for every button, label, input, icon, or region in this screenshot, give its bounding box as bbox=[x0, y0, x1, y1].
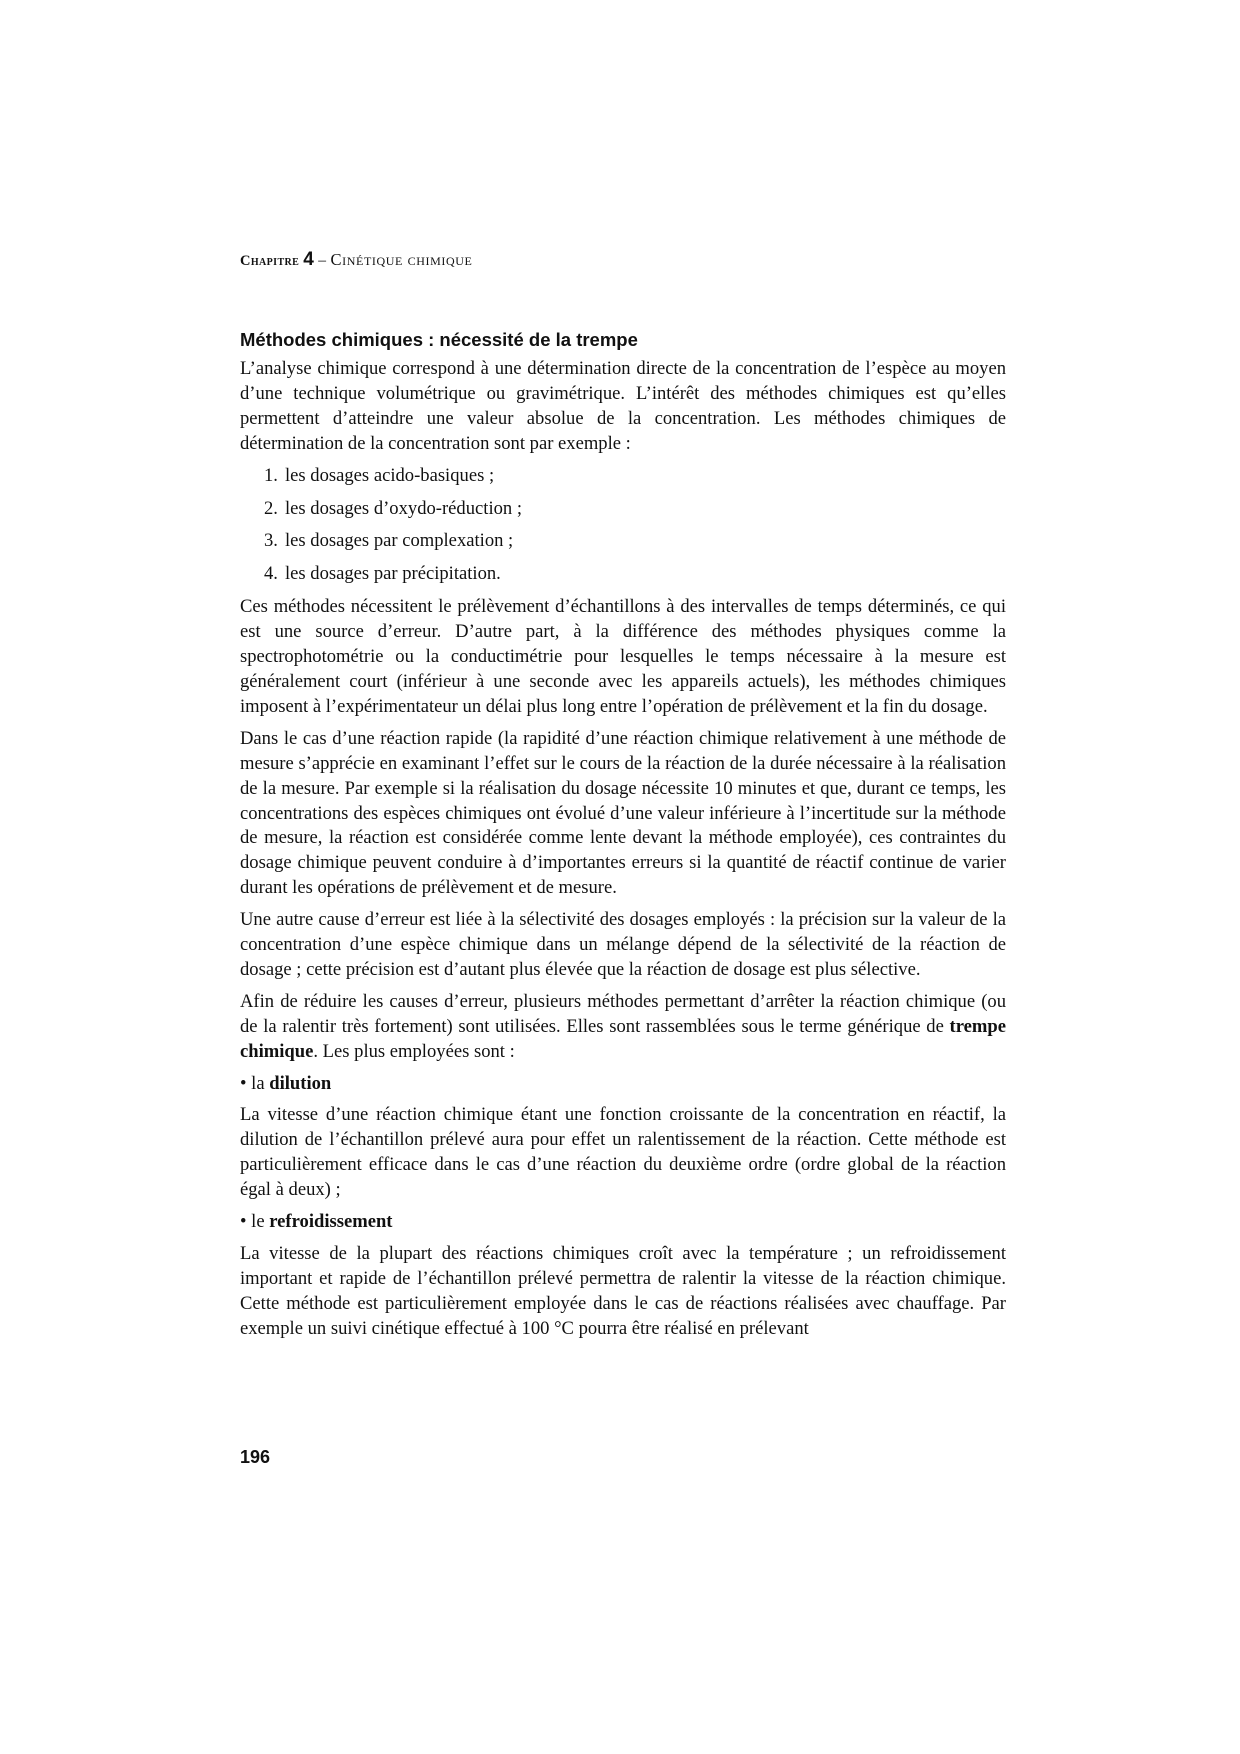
list-item-text: les dosages par complexation ; bbox=[285, 530, 514, 552]
bullet-article: la bbox=[251, 1072, 265, 1094]
bullet-dilution bbox=[240, 1072, 1006, 1097]
list-item-number: 1. bbox=[264, 464, 278, 486]
trempe-text-before: Afin de réduire les causes d’erreur, plusieurs méthodes permettant d’arrêter la réaction chimique (ou de la ralentir très fortement) sont utilisées. Elles sont rassemblées sous le terme générique de bbox=[240, 990, 1006, 1037]
paragraph-intro: L’analyse chimique correspond à une détermination directe de la concentration de l’espèce au moyen d’une technique volumétrique ou gravimétrique. L’intérêt des méthodes chimiques est qu’elles permettent d’atteindre une valeur absolue de la concentration. Les méthodes chimiques de détermination de la concentration sont par exemple : bbox=[240, 358, 1006, 454]
paragraph-sampling-error: Ces méthodes nécessitent le prélèvement d’échantillons à des intervalles de temps déterminés, ce qui est une source d’erreur. D’autre part, à la différence des méthodes physiques comme la spectrophotométrie ou la conductimétrie pour lesquelles le temps nécessaire à la mesure est généralement court (inférieur à une seconde avec les appareils actuels), les méthodes chimiques imposent à l’expérimentateur un délai plus long entre l’opération de prélèvement et la fin du dosage. bbox=[240, 596, 1006, 717]
list-item bbox=[240, 562, 1006, 587]
list-item bbox=[240, 464, 1006, 489]
paragraph-selectivity: Une autre cause d’erreur est liée à la sélectivité des dosages employés : la précision sur la valeur de la concentration d’une espèce chimique dans un mélange dépend de la sélectivité de la réaction de dosage ; cette précision est d’autant plus élevée que la réaction de dosage est plus sélective. bbox=[240, 909, 1006, 980]
paragraph-refroidissement: La vitesse de la plupart des réactions chimiques croît avec la température ; un refroidissement important et rapide de l’échantillon prélevé permettra de ralentir la vitesse de la réaction chimique. Cette méthode est particulièrement employée dans le cas de réactions réalisées avec chauffage. Par exemple un suivi cinétique effectué à 100 °C pourra être réalisé en prélevant bbox=[240, 1243, 1006, 1339]
page-content bbox=[240, 328, 1006, 1349]
paragraph-fast-reaction: Dans le cas d’une réaction rapide (la rapidité d’une réaction chimique relativement à une méthode de mesure s’apprécie en examinant l’effet sur le cours de la réaction de la durée nécessaire à la réalisation de la mesure. Par exemple si la réalisation du dosage nécessite 10 minutes et que, durant ce temps, les concentrations des espèces chimiques ont évolué d’une valeur inférieure à l’incertitude sur la méthode de mesure, la réaction est considérée comme lente devant la méthode employée), ces contraintes du dosage chimique peuvent conduire à d’importantes erreurs si la quantité de réactif continue de varier durant les opérations de prélèvement et de mesure. bbox=[240, 727, 1006, 899]
list-item-number: 4. bbox=[264, 563, 278, 585]
list-item bbox=[240, 497, 1006, 522]
bullet-refroidissement bbox=[240, 1210, 1006, 1235]
trempe-text-after: . Les plus employées sont : bbox=[313, 1040, 515, 1062]
paragraph-trempe bbox=[240, 990, 1006, 1065]
chapter-title: Cinétique chimique bbox=[330, 250, 473, 269]
bullet-article: le bbox=[251, 1211, 265, 1233]
chapter-number: 4 bbox=[303, 249, 315, 270]
methods-list bbox=[240, 464, 1006, 588]
list-item-number: 2. bbox=[264, 497, 278, 519]
section-title: Méthodes chimiques : nécessité de la trempe bbox=[240, 329, 638, 350]
bullet-marker: • bbox=[240, 1211, 247, 1233]
list-item-text: les dosages d’oxydo-réduction ; bbox=[285, 497, 523, 519]
chapter-label: Chapitre bbox=[240, 253, 300, 269]
bullet-term: dilution bbox=[269, 1072, 332, 1094]
chapter-separator: – bbox=[318, 252, 327, 269]
list-item-text: les dosages par précipitation. bbox=[285, 563, 501, 585]
bullet-marker: • bbox=[240, 1072, 247, 1094]
list-item-text: les dosages acido-basiques ; bbox=[285, 464, 495, 486]
running-head bbox=[240, 249, 472, 271]
list-item-number: 3. bbox=[264, 530, 278, 552]
paragraph-dilution: La vitesse d’une réaction chimique étant une fonction croissante de la concentration en réactif, la dilution de l’échantillon prélevé aura pour effet un ralentissement de la réaction. Cette méthode est particulièrement efficace dans le cas d’une réaction du deuxième ordre (ordre global de la réaction égal à deux) ; bbox=[240, 1104, 1006, 1201]
trempe-term: trempe chimique bbox=[240, 1015, 1006, 1062]
page-number: 196 bbox=[240, 1447, 271, 1467]
bullet-term: refroidissement bbox=[269, 1211, 393, 1233]
list-item bbox=[240, 529, 1006, 554]
